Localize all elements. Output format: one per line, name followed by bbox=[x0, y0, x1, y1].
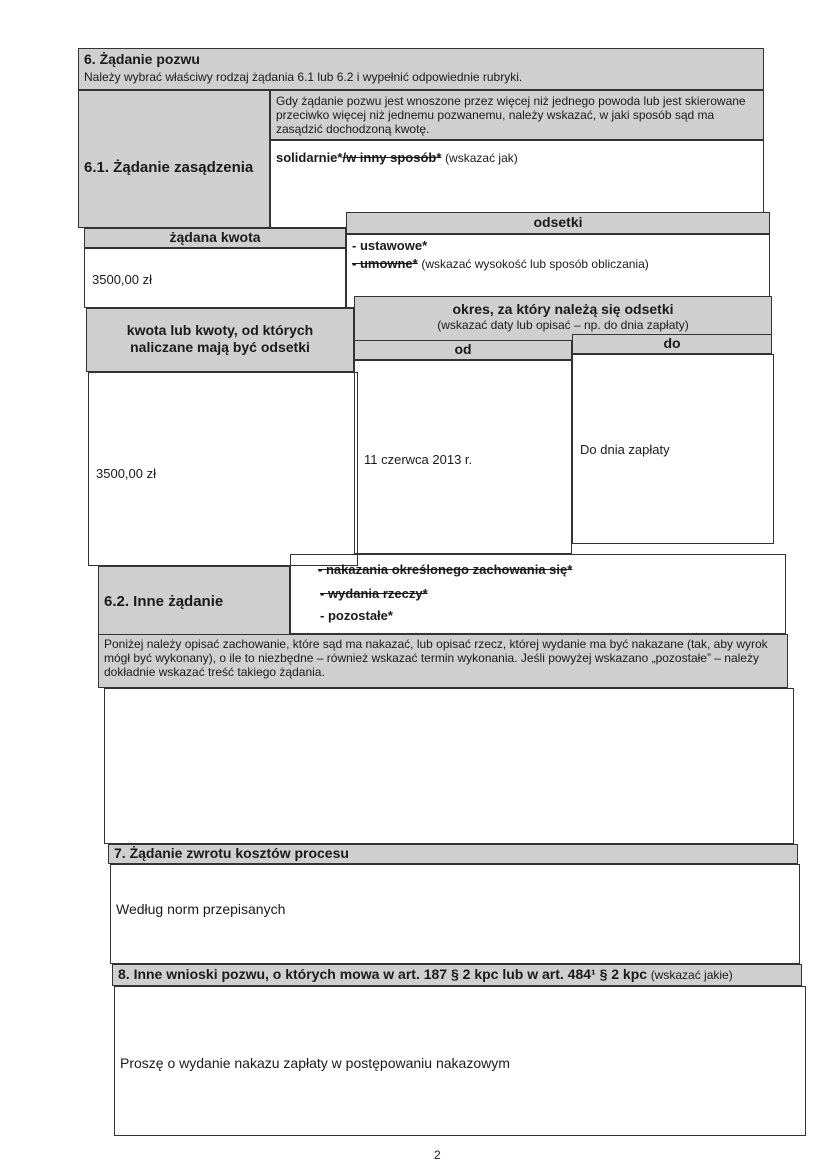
interest-option-contract-line bbox=[352, 256, 649, 271]
section-6-2-content-cell bbox=[104, 688, 794, 844]
section-6-1-option-line bbox=[276, 150, 518, 165]
section-7-content: Według norm przepisanych bbox=[116, 901, 286, 917]
option-inny-sposob: /w inny sposób* bbox=[342, 150, 442, 165]
interest-option-statutory: - ustawowe* bbox=[352, 238, 428, 253]
section-8-content: Proszę o wydanie nakazu zapłaty w postępowaniu nakazowym bbox=[120, 1055, 510, 1071]
section-8-title: 8. Inne wnioski pozwu, o których mowa w art. 187 § 2 kpc lub w art. 484¹ § 2 kpc bbox=[118, 966, 648, 982]
amount-value: 3500,00 zł bbox=[92, 272, 152, 287]
option-hint: (wskazać jak) bbox=[445, 151, 518, 165]
section-6-2-option-conduct: - nakazania określonego zachowania się* bbox=[318, 562, 573, 577]
base-value: 3500,00 zł bbox=[96, 466, 156, 481]
section-6-1-info: Gdy żądanie pozwu jest wnoszone przez więcej niż jednego powoda lub jest skierowane przeciwko więcej niż jednemu pozwanemu, należy wskazać, w jaki sposób sąd ma zasądzić dochodzoną kwotę. bbox=[276, 94, 746, 136]
to-value: Do dnia zapłaty bbox=[580, 442, 670, 457]
section-6-2-info: Poniżej należy opisać zachowanie, które sąd ma nakazać, lub opisać rzecz, której wydanie ma być nakazane (tak, aby wyrok mógł być wykonany), o ile to niezbędne – również wskazać termin wykonania. Jeśli powyżej wskazano „pozostałe” – należy dokładnie wskazać treść takiego żądania. bbox=[104, 637, 768, 679]
section-6-2-option-items: - wydania rzeczy* bbox=[320, 586, 428, 601]
interest-hint: (wskazać wysokość lub sposób obliczania) bbox=[421, 257, 649, 271]
section-7-title: 7. Żądanie zwrotu kosztów procesu bbox=[114, 845, 349, 861]
period-hint: (wskazać daty lub opisać – np. do dnia zapłaty) bbox=[437, 318, 689, 332]
section-6-2-label: 6.2. Inne żądanie bbox=[104, 593, 224, 610]
amount-header: żądana kwota bbox=[169, 229, 261, 245]
interest-header: odsetki bbox=[533, 214, 583, 230]
page-number: 2 bbox=[434, 1148, 441, 1162]
option-solidarnie: solidarnie* bbox=[276, 150, 343, 165]
from-value: 11 czerwca 2013 r. bbox=[364, 452, 473, 467]
section-6-1-label: 6.1. Żądanie zasądzenia bbox=[84, 159, 254, 176]
from-header: od bbox=[454, 341, 472, 357]
to-header: do bbox=[663, 335, 681, 351]
section-6-2-option-other: - pozostałe* bbox=[320, 608, 393, 623]
section-8-hint: (wskazać jakie) bbox=[650, 968, 733, 982]
interest-option-contract: - umowne* bbox=[352, 256, 418, 271]
section-6-title: 6. Żądanie pozwu bbox=[84, 51, 200, 67]
period-header: okres, za który należą się odsetki bbox=[452, 301, 674, 317]
section-8-title-line bbox=[118, 967, 802, 982]
base-header: kwota lub kwoty, od których naliczane mają być odsetki bbox=[126, 322, 314, 355]
section-6-subtitle: Należy wybrać właściwy rodzaj żądania 6.1 lub 6.2 i wypełnić odpowiednie rubryki. bbox=[84, 70, 523, 84]
